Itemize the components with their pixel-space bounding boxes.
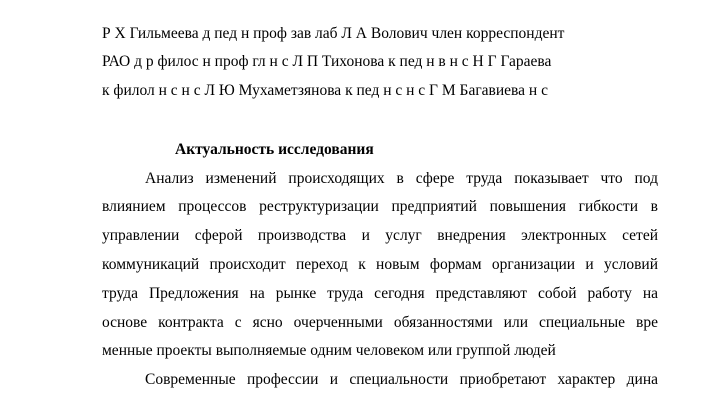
paragraph-2-line-1: Современные профессии и специальности приобретают характер дина xyxy=(145,371,658,388)
paragraph-1-line-7: менные проекты выполняемые одним человеком или группой людей xyxy=(102,342,556,359)
paragraph-1-line-1: Анализ изменений происходящих в сфере труда показывает что под xyxy=(145,170,658,187)
authors-line-3: к филол н с н с Л Ю Мухаметзянова к пед н с н с Г М Багавиева н с xyxy=(102,82,548,99)
authors-line-2: РАО д р филос н проф гл н с Л П Тихонова к пед н в н с Н Г Гараева xyxy=(102,53,552,70)
section-title: Актуальность исследования xyxy=(175,141,374,158)
paragraph-1-line-2: влиянием процессов реструктуризации предприятий повышения гибкости в xyxy=(102,198,658,215)
paragraph-1-line-5: труда Предложения на рынке труда сегодня представляют собой работу на xyxy=(102,285,658,302)
authors-line-1: Р Х Гильмеева д пед н проф зав лаб Л А Волович член корреспондент xyxy=(102,25,565,42)
paragraph-1-line-3: управлении сферой производства и услуг внедрения электронных сетей xyxy=(102,227,658,244)
paragraph-1-line-4: коммуникаций происходит переход к новым формам организации и условий xyxy=(102,256,658,273)
paragraph-1-line-6: основе контракта с ясно очерченными обязанностями или специальные вре xyxy=(102,314,658,331)
